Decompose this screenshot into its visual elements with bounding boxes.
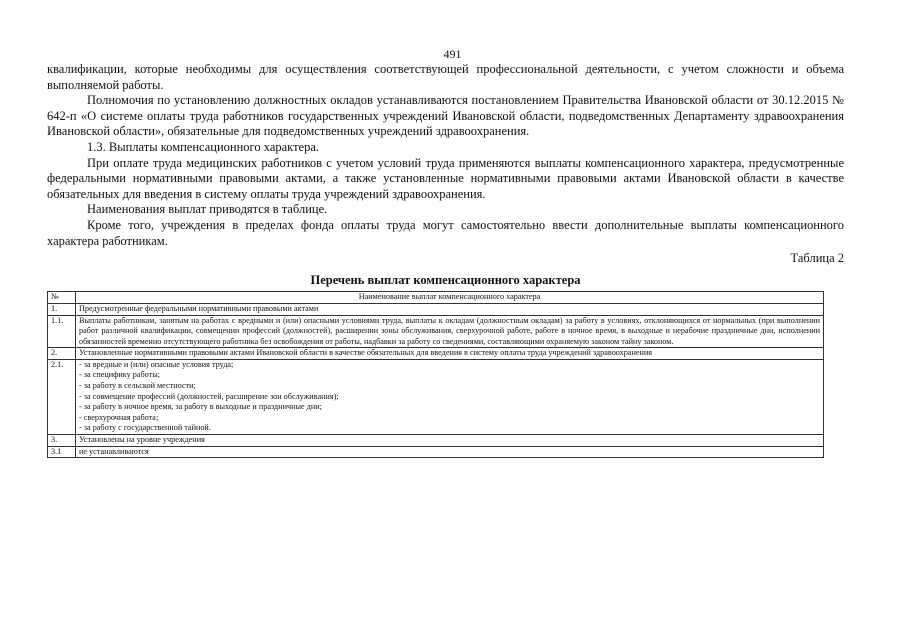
paragraph: Наименования выплат приводятся в таблице.	[87, 202, 328, 217]
row-number: 3.	[48, 435, 76, 447]
row-text: Выплаты работникам, занятым на работах с вредными и (или) опасными условиями труда, выплаты к окладам (должностным окладам) за работу в условиях, отклоняющихся от нормальных (при выполнении работ различной квалификации, совмещении профессий (должностей), расширении зоны обслуживания, сверхурочной работе, работе в ночное время, в выходные и нерабочие праздничные дни, исполнении обязанностей временно отсутствующего работника без освобождения от работы, надбавки за работу со сведениями, составляющими охраняемую законом тайну законом.	[76, 315, 824, 348]
section-heading: 1.3. Выплаты компенсационного характера.	[87, 139, 320, 154]
table-row	[48, 359, 824, 434]
paragraph: При оплате труда медицинских работников с учетом условий труда применяются выплаты компенсационного характера, предусмотренные федеральными нормативными правовыми актами, а также установленные нормативными правовыми актами Ивановской области в качестве обязательных для введения в систему оплаты труда учреждений здравоохранения.	[47, 155, 844, 201]
list-item: - сверхурочная работа;	[79, 412, 159, 422]
row-number: 1.1.	[48, 315, 76, 348]
table-label: Таблица 2	[790, 251, 844, 266]
list-item: - за вредные и (или) опасные условия труда;	[79, 359, 234, 369]
list-item: - за работу с государственной тайной.	[79, 423, 211, 433]
list-item: - за совмещение профессий (должностей, расширение зон обслуживания);	[79, 391, 339, 401]
paragraph: Кроме того, учреждения в пределах фонда оплаты труда могут самостоятельно ввести дополнительные выплаты компенсационного характера работникам.	[47, 217, 844, 248]
compensation-table	[47, 291, 824, 458]
row-number: 1.	[48, 303, 76, 315]
row-text: не устанавливаются	[76, 446, 824, 458]
table-row	[48, 303, 824, 315]
document-body	[47, 62, 844, 458]
table-row	[48, 348, 824, 360]
row-text: Предусмотренные федеральными нормативными правовыми актами	[76, 303, 824, 315]
table-row	[48, 315, 824, 348]
table-row	[48, 435, 824, 447]
row-number: 2.1.	[48, 359, 76, 434]
row-list	[76, 359, 824, 434]
row-text: Установлены на уровне учреждения	[76, 435, 824, 447]
table-title: Перечень выплат компенсационного характера	[310, 272, 581, 287]
column-header-name: Наименование выплат компенсационного характера	[76, 292, 824, 304]
paragraph: Полномочия по установлению должностных окладов устанавливаются постановлением Правительства Ивановской области от 30.12.2015 № 642-п «О системе оплаты труда работников государственных учреждений Ивановской области, подведомственных Департаменту здравоохранения Ивановской области», обязательные для подведомственных учреждений здравоохранения.	[47, 93, 844, 139]
table-row	[48, 446, 824, 458]
list-item: - за работу в ночное время, за работу в выходные и праздничные дни;	[79, 402, 322, 412]
column-header-number: №	[48, 292, 76, 304]
row-number: 2.	[48, 348, 76, 360]
page-number: 491	[443, 47, 462, 61]
row-number: 3.1	[48, 446, 76, 458]
list-item: - за специфику работы;	[79, 370, 161, 380]
row-text: Установленные нормативными правовыми актами Ивановской области в качестве обязательных для введения в систему оплаты труда учреждений здравоохранения	[76, 348, 824, 360]
paragraph: квалификации, которые необходимы для осуществления соответствующей профессиональной деятельности, с учетом сложности и объема выполняемой работы.	[47, 62, 844, 92]
table-header-row	[48, 292, 824, 304]
list-item: - за работу в сельской местности;	[79, 381, 196, 391]
